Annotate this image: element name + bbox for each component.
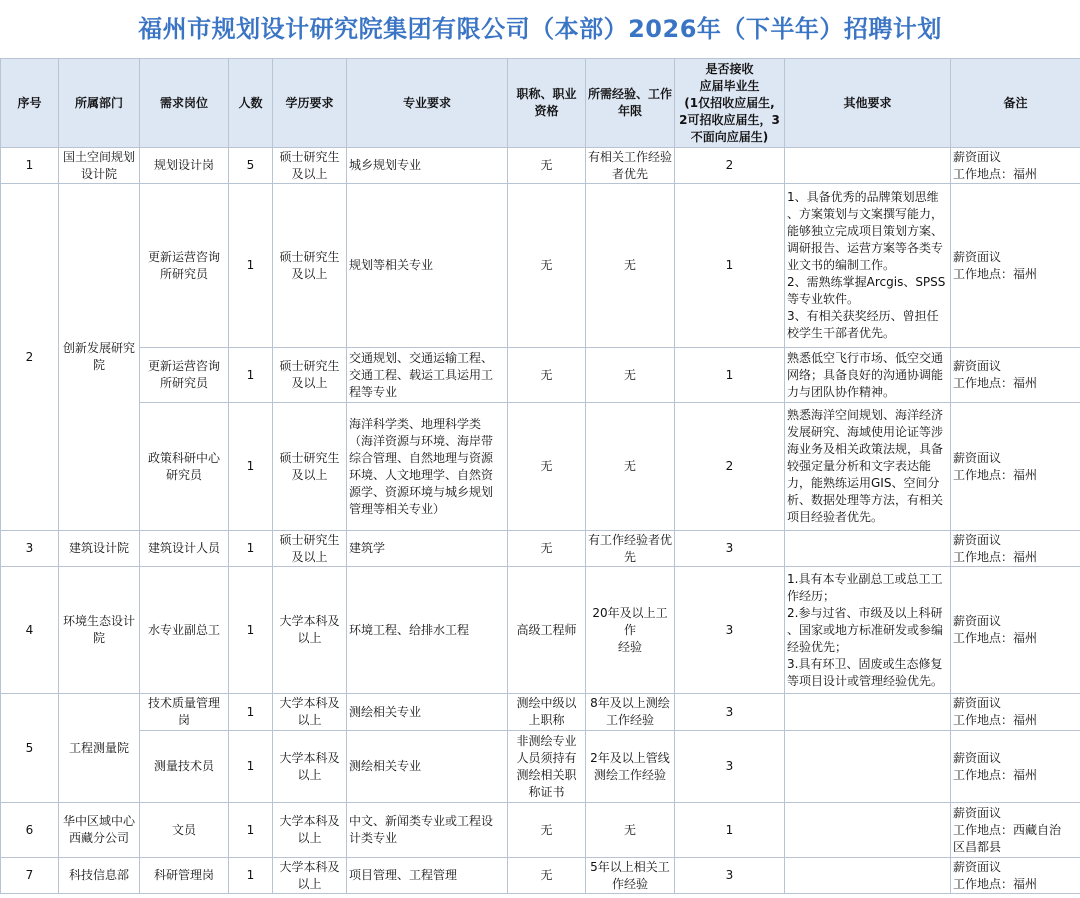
text-line: 西藏分公司 xyxy=(68,831,129,845)
text-line: 工作地点：福州 xyxy=(953,266,1038,281)
text-line: 工作地点：西藏自治 xyxy=(953,822,1062,837)
cell-post xyxy=(140,531,229,567)
cell-remark xyxy=(951,348,1080,403)
cell-qual xyxy=(508,731,586,803)
text-line: 测绘相关专业 xyxy=(349,704,422,719)
text-line: 熟悉低空飞行市场、低空交通 xyxy=(787,350,944,365)
cell-edu xyxy=(273,184,347,348)
text-line: 工作地点：福州 xyxy=(953,767,1038,782)
text-line: 无 xyxy=(540,258,553,272)
text-line: 设计院 xyxy=(80,166,117,181)
text-line: 无 xyxy=(623,459,636,473)
text-line: 及以上 xyxy=(291,376,328,390)
text-line: 交通规划、交通运输工程、 xyxy=(349,350,494,365)
cell-grad: 1 xyxy=(675,184,785,348)
text-line: 、国家或地方标准研发或参编 xyxy=(787,622,944,637)
text-line: 大学本科及 xyxy=(279,750,340,765)
text-line: 及以上 xyxy=(291,166,328,181)
text-line: 大学本科及 xyxy=(279,614,340,628)
text-line: 测绘相关专业 xyxy=(349,759,422,773)
cell-dept xyxy=(59,531,140,567)
text-line: 华中区域中心 xyxy=(62,814,135,828)
cell-grad: 3 xyxy=(675,694,785,731)
cell-num: 1 xyxy=(229,184,273,348)
cell-remark xyxy=(951,858,1080,894)
text-line: 测绘工作经验 xyxy=(593,767,666,782)
cell-remark xyxy=(951,531,1080,567)
text-line: 无 xyxy=(623,258,636,272)
text-line: 20年及以上工作 xyxy=(592,605,668,637)
cell-edu xyxy=(273,531,347,567)
text-line: 工作地点：福州 xyxy=(953,549,1038,564)
text-line: 2、需熟练掌握Arcgis、SPSS xyxy=(787,275,946,289)
cell-qual xyxy=(508,403,586,531)
cell-edu xyxy=(273,731,347,803)
text-line: 测量技术员 xyxy=(153,759,214,773)
text-line: 经验 xyxy=(617,639,642,654)
text-line: 计类专业 xyxy=(349,831,398,845)
text-line: 创新发展研究 xyxy=(62,341,135,355)
table-header-row xyxy=(1,59,1080,148)
text-line: 区昌都县 xyxy=(953,839,1002,854)
text-line: 大学本科及 xyxy=(279,696,340,710)
cell-qual xyxy=(508,803,586,858)
text-line: 海洋科学类、地理科学类 xyxy=(349,416,482,431)
cell-remark xyxy=(951,694,1080,731)
cell-grad: 1 xyxy=(675,348,785,403)
text-line: 科技信息部 xyxy=(68,868,129,882)
text-line: 2可招收应届生，3 xyxy=(679,112,780,127)
text-line: 建筑学 xyxy=(349,541,386,555)
text-line: 测绘中级以 xyxy=(516,696,577,710)
text-line: 职称、职业 xyxy=(516,87,577,101)
text-line: 无 xyxy=(623,822,636,837)
text-line: 及以上 xyxy=(291,266,328,281)
cell-post xyxy=(140,148,229,184)
text-line: 称证书 xyxy=(528,784,565,799)
text-line: 工作地点：福州 xyxy=(953,467,1038,482)
text-line: 人员须持有 xyxy=(516,750,577,765)
cell-exp xyxy=(586,184,675,348)
cell-remark xyxy=(951,567,1080,694)
text-line: 无 xyxy=(540,459,553,473)
text-line: 环境、人文地理学、自然资 xyxy=(349,467,494,482)
text-line: 院 xyxy=(92,358,105,372)
text-line: 研究员 xyxy=(165,467,202,482)
text-line: 薪资面议 xyxy=(953,359,1002,373)
text-line: 应届毕业生 xyxy=(699,78,760,93)
text-line: 项目管理、工程管理 xyxy=(349,868,458,882)
cell-edu xyxy=(273,694,347,731)
text-line: 水专业副总工 xyxy=(147,622,220,637)
text-line: 工作地点：福州 xyxy=(953,876,1038,891)
text-line: (1仅招收应届生, xyxy=(684,95,775,110)
table-row xyxy=(1,858,1080,894)
cell-qual xyxy=(508,531,586,567)
cell-num: 1 xyxy=(229,403,273,531)
text-line: 能够独立完成项目策划方案、 xyxy=(787,224,944,238)
cell-remark xyxy=(951,403,1080,531)
table-row xyxy=(1,531,1080,567)
cell-num: 5 xyxy=(229,148,273,184)
cell-exp xyxy=(586,694,675,731)
text-line: 薪资面议 xyxy=(953,149,1002,164)
cell-dept xyxy=(59,567,140,694)
cell-other xyxy=(785,731,951,803)
cell-major xyxy=(347,148,508,184)
text-line: 业文书的编制工作。 xyxy=(787,258,896,272)
text-line: 经验优先； xyxy=(787,639,848,654)
text-line: 8年及以上测绘 xyxy=(590,696,670,710)
text-line: 大学本科及 xyxy=(279,814,340,828)
text-line: 岗 xyxy=(177,713,190,727)
text-line: 以上 xyxy=(297,631,322,645)
text-line: 薪资面议 xyxy=(953,249,1002,264)
table-row xyxy=(1,348,1080,403)
text-line: 资格 xyxy=(534,104,559,118)
text-line: 析、数据处理等方法，有相关 xyxy=(787,493,944,507)
text-line: 、方案策划与文案撰写能力， xyxy=(787,207,944,221)
text-line: 工作地点：福州 xyxy=(953,166,1038,181)
text-line: 1、具备优秀的品牌策划思维 xyxy=(787,190,939,204)
cell-other xyxy=(785,858,951,894)
cell-dept xyxy=(59,858,140,894)
header-num: 人数 xyxy=(229,59,273,148)
text-line: 作经验 xyxy=(611,876,648,891)
text-line: 及以上 xyxy=(291,467,328,482)
text-line: 硕士研究生 xyxy=(279,532,340,547)
text-line: 综合管理、自然地理与资源 xyxy=(349,450,494,465)
cell-major xyxy=(347,803,508,858)
cell-major xyxy=(347,184,508,348)
text-line: 以上 xyxy=(297,767,322,782)
text-line: 是否接收 xyxy=(705,61,754,76)
cell-post xyxy=(140,348,229,403)
table-row xyxy=(1,403,1080,531)
text-line: 硕士研究生 xyxy=(279,450,340,465)
cell-other xyxy=(785,348,951,403)
table-row xyxy=(1,694,1080,731)
cell-grad: 3 xyxy=(675,531,785,567)
text-line: 薪资面议 xyxy=(953,614,1002,628)
text-line: 更新运营咨询 xyxy=(147,249,220,264)
text-line: 无 xyxy=(540,158,553,172)
cell-grad: 3 xyxy=(675,567,785,694)
cell-other xyxy=(785,403,951,531)
text-line: 所需经验、工作 xyxy=(588,87,673,101)
cell-remark xyxy=(951,184,1080,348)
text-line: 环境生态设计 xyxy=(62,614,135,628)
cell-grad: 3 xyxy=(675,858,785,894)
table-row xyxy=(1,731,1080,803)
cell-post xyxy=(140,731,229,803)
cell-grad: 1 xyxy=(675,803,785,858)
text-line: 建筑设计人员 xyxy=(147,541,220,555)
table-row xyxy=(1,184,1080,348)
text-line: 调研报告、运营方案等各类专 xyxy=(787,241,944,255)
header-remark: 备注 xyxy=(951,59,1080,148)
text-line: 国土空间规划 xyxy=(62,149,135,164)
header-other: 其他要求 xyxy=(785,59,951,148)
text-line: 文员 xyxy=(171,822,196,837)
text-line: 薪资面议 xyxy=(953,859,1002,874)
text-line: 1.具有本专业副总工或总工工 xyxy=(787,571,943,586)
text-line: 力与团队协作精神。 xyxy=(787,384,896,399)
cell-exp xyxy=(586,858,675,894)
cell-post xyxy=(140,567,229,694)
text-line: 校学生干部者优先。 xyxy=(787,326,896,340)
text-line: 城乡规划专业 xyxy=(349,158,422,172)
cell-num: 1 xyxy=(229,858,273,894)
text-line: 测绘相关职 xyxy=(516,767,577,782)
cell-grad: 2 xyxy=(675,403,785,531)
cell-seq: 7 xyxy=(1,858,59,894)
cell-edu xyxy=(273,567,347,694)
header-post: 需求岗位 xyxy=(140,59,229,148)
text-line: 5年以上相关工 xyxy=(590,859,670,874)
cell-exp xyxy=(586,731,675,803)
text-line: 以上 xyxy=(297,876,322,891)
cell-remark xyxy=(951,731,1080,803)
cell-qual xyxy=(508,567,586,694)
text-line: 规划等相关专业 xyxy=(349,258,434,272)
cell-post xyxy=(140,858,229,894)
cell-qual xyxy=(508,184,586,348)
text-line: 政策科研中心 xyxy=(147,450,220,465)
text-line: 高级工程师 xyxy=(516,622,577,637)
text-line: 大学本科及 xyxy=(279,859,340,874)
cell-post xyxy=(140,403,229,531)
cell-other xyxy=(785,803,951,858)
cell-other xyxy=(785,694,951,731)
text-line: 更新运营咨询 xyxy=(147,359,220,373)
text-line: 者优先 xyxy=(611,166,648,181)
text-line: 工作地点：福州 xyxy=(953,713,1038,727)
text-line: 3、有相关获奖经历、曾担任 xyxy=(787,309,939,323)
header-dept: 所属部门 xyxy=(59,59,140,148)
cell-seq: 5 xyxy=(1,694,59,803)
text-line: 技术质量管理 xyxy=(147,696,220,710)
text-line: 有工作经验者优 xyxy=(588,532,673,547)
text-line: 薪资面议 xyxy=(953,750,1002,765)
text-line: 工作地点：福州 xyxy=(953,376,1038,390)
text-line: 项目经验者优先。 xyxy=(787,510,884,524)
cell-num: 1 xyxy=(229,531,273,567)
text-line: 3.具有环卫、固废或生态修复 xyxy=(787,656,943,671)
text-line: 工作地点：福州 xyxy=(953,631,1038,645)
cell-dept xyxy=(59,803,140,858)
cell-other xyxy=(785,567,951,694)
text-line: 等专业软件。 xyxy=(787,292,860,306)
cell-major xyxy=(347,858,508,894)
cell-major xyxy=(347,531,508,567)
cell-num: 1 xyxy=(229,348,273,403)
text-line: 薪资面议 xyxy=(953,532,1002,547)
text-line: 硕士研究生 xyxy=(279,149,340,164)
text-line: 力，能熟练运用GIS、空间分 xyxy=(787,476,940,490)
text-line: 工程测量院 xyxy=(68,740,129,755)
table-row xyxy=(1,803,1080,858)
text-line: 交通工程、载运工具运用工 xyxy=(349,367,494,382)
cell-num: 1 xyxy=(229,694,273,731)
cell-edu xyxy=(273,348,347,403)
text-line: 无 xyxy=(540,822,553,837)
text-line: 所研究员 xyxy=(159,266,208,281)
header-major: 专业要求 xyxy=(347,59,508,148)
text-line: 先 xyxy=(623,549,636,564)
text-line: 工作经验 xyxy=(605,713,654,727)
cell-grad: 3 xyxy=(675,731,785,803)
cell-exp xyxy=(586,567,675,694)
text-line: 网络；具备良好的沟通协调能 xyxy=(787,367,944,382)
text-line: 院 xyxy=(92,631,105,645)
table-row xyxy=(1,148,1080,184)
cell-edu xyxy=(273,858,347,894)
text-line: 薪资面议 xyxy=(953,805,1002,820)
text-line: 无 xyxy=(540,541,553,555)
cell-exp xyxy=(586,803,675,858)
header-grad xyxy=(675,59,785,148)
cell-other xyxy=(785,184,951,348)
cell-seq: 3 xyxy=(1,531,59,567)
text-line: 作经历； xyxy=(787,588,836,603)
text-line: 年限 xyxy=(617,104,642,118)
text-line: 所研究员 xyxy=(159,376,208,390)
cell-edu xyxy=(273,148,347,184)
cell-seq: 6 xyxy=(1,803,59,858)
text-line: 无 xyxy=(540,868,553,882)
text-line: 较强定量分析和文字表达能 xyxy=(787,459,932,473)
cell-post xyxy=(140,803,229,858)
text-line: 硕士研究生 xyxy=(279,359,340,373)
cell-seq: 1 xyxy=(1,148,59,184)
text-line: 中文、新闻类专业或工程设 xyxy=(349,814,494,828)
table-row xyxy=(1,567,1080,694)
cell-dept xyxy=(59,694,140,803)
cell-edu xyxy=(273,403,347,531)
text-line: 以上 xyxy=(297,831,322,845)
text-line: 薪资面议 xyxy=(953,450,1002,465)
text-line: 及以上 xyxy=(291,549,328,564)
cell-exp xyxy=(586,531,675,567)
cell-other xyxy=(785,531,951,567)
cell-exp xyxy=(586,348,675,403)
cell-remark xyxy=(951,803,1080,858)
text-line: 等项目设计或管理经验优先。 xyxy=(787,673,944,688)
header-seq: 序号 xyxy=(1,59,59,148)
header-exp xyxy=(586,59,675,148)
header-edu: 学历要求 xyxy=(273,59,347,148)
cell-post xyxy=(140,184,229,348)
text-line: 2.参与过省、市级及以上科研 xyxy=(787,605,943,620)
cell-major xyxy=(347,348,508,403)
cell-major xyxy=(347,694,508,731)
text-line: 不面向应届生) xyxy=(690,129,769,144)
page-title: 福州市规划设计研究院集团有限公司（本部）2026年（下半年）招聘计划 xyxy=(138,15,942,43)
cell-num: 1 xyxy=(229,567,273,694)
cell-qual xyxy=(508,858,586,894)
cell-other xyxy=(785,148,951,184)
cell-qual xyxy=(508,694,586,731)
text-line: 源学、资源环境与城乡规划 xyxy=(349,484,494,499)
text-line: 科研管理岗 xyxy=(153,868,214,882)
text-line: 海业务及相关政策法规，具备 xyxy=(787,442,944,456)
text-line: 无 xyxy=(540,367,553,382)
cell-exp xyxy=(586,403,675,531)
text-line: 建筑设计院 xyxy=(68,541,129,555)
header-title-qual xyxy=(508,59,586,148)
cell-qual xyxy=(508,348,586,403)
cell-post xyxy=(140,694,229,731)
cell-major xyxy=(347,403,508,531)
text-line: 环境工程、给排水工程 xyxy=(349,622,470,637)
cell-exp xyxy=(586,148,675,184)
cell-remark xyxy=(951,148,1080,184)
cell-seq: 4 xyxy=(1,567,59,694)
text-line: 上职称 xyxy=(528,713,565,727)
text-line: 熟悉海洋空间规划、海洋经济 xyxy=(787,408,944,422)
cell-num: 1 xyxy=(229,731,273,803)
text-line: 薪资面议 xyxy=(953,696,1002,710)
cell-num: 1 xyxy=(229,803,273,858)
text-line: 管理等相关专业） xyxy=(349,501,446,516)
text-line: 2年及以上管线 xyxy=(590,750,670,765)
cell-grad: 2 xyxy=(675,148,785,184)
text-line: 程等专业 xyxy=(349,384,398,399)
cell-edu xyxy=(273,803,347,858)
cell-dept xyxy=(59,184,140,531)
cell-seq: 2 xyxy=(1,184,59,531)
cell-dept xyxy=(59,148,140,184)
text-line: 规划设计岗 xyxy=(153,158,214,172)
text-line: 非测绘专业 xyxy=(516,733,577,748)
text-line: 有相关工作经验 xyxy=(588,149,673,164)
text-line: 发展研究、海域使用论证等涉 xyxy=(787,425,944,439)
text-line: 硕士研究生 xyxy=(279,249,340,264)
text-line: （海洋资源与环境、海岸带 xyxy=(349,433,494,448)
text-line: 无 xyxy=(623,367,636,382)
recruitment-table xyxy=(0,58,1080,894)
cell-major xyxy=(347,731,508,803)
text-line: 以上 xyxy=(297,713,322,727)
cell-major xyxy=(347,567,508,694)
cell-qual xyxy=(508,148,586,184)
